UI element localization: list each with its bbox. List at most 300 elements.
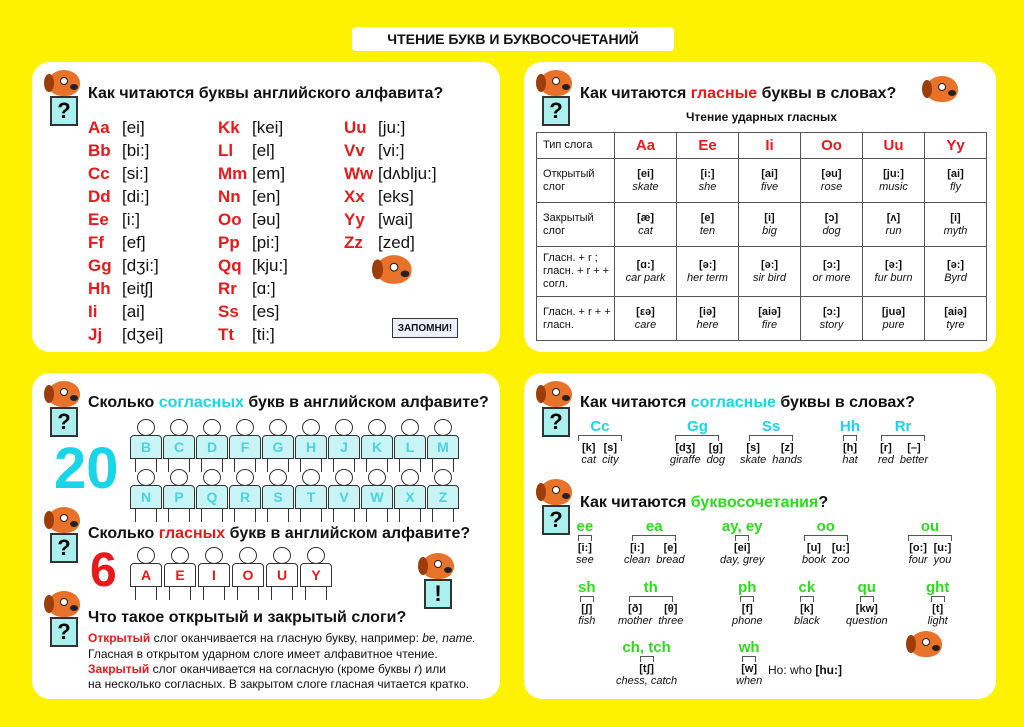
dog-question-icon: ? [42,381,86,439]
remember-sign: ЗАПОМНИ! [392,318,458,338]
letter-group [578,418,622,466]
kid-letter: J [328,435,360,459]
alphabet-transcription: [eitʃ] [122,279,154,298]
group-letters: qu [857,579,876,596]
group-bracket [675,435,719,441]
item-transcription: [kw] [855,603,878,615]
cell-example: run [885,224,902,237]
table-cell [801,159,863,203]
kid-head [401,469,419,486]
alphabet-letter: Cc [88,164,110,183]
alphabet-row [88,208,140,231]
dog-pointer-icon [904,631,948,689]
kid-head [368,469,386,486]
group-letters: ay, ey [721,518,763,535]
group-items [616,663,677,687]
alphabet-letter: Ff [88,233,105,252]
dog-question-icon: ? [42,591,86,649]
kid-head [170,419,188,436]
item-transcription: [u:] [831,542,850,554]
kid-letter: P [163,485,195,509]
letter-kid [361,469,393,523]
kid-letter: O [232,563,264,587]
letter-kid [328,469,360,523]
group-item [842,442,857,466]
group-bracket [881,435,925,441]
kid-letter: G [262,435,294,459]
kid-legs [305,587,327,600]
letter-group [846,579,888,627]
alphabet-letter: Tt [218,325,235,344]
kid-letter: Z [427,485,459,509]
table-cell [925,203,987,247]
table-cell [925,297,987,341]
kid-letter: V [328,485,360,509]
item-transcription: [z] [780,442,794,454]
item-example: see [576,554,594,566]
alphabet-row [88,231,146,254]
cell-example: skate [632,180,659,193]
item-transcription: [ʃ] [581,603,593,615]
cell-transcription: [ə:] [760,258,779,271]
alphabet-transcription: [wai] [378,210,413,229]
cell-transcription: [aiə] [758,305,781,318]
kid-letter: I [198,563,230,587]
group-item [581,442,596,466]
alphabet-letter: Jj [88,325,103,344]
table-cell [863,203,925,247]
alphabet-letter: Ll [218,141,234,160]
alphabet-row [218,277,276,300]
cell-example: music [879,180,908,193]
alphabet-transcription: [ɑ:] [252,279,276,298]
kid-legs [267,509,289,522]
kid-head [302,469,320,486]
alphabet-row [218,162,285,185]
kid-head [401,419,419,436]
item-example: bread [656,554,685,566]
closed-syllable-text: Закрытый слог оканчивается на согласную (кроме буквы r) или [88,662,446,676]
alphabet-row [218,185,280,208]
table-cell [925,247,987,297]
alphabet-letter: Ss [218,302,239,321]
kid-letter: Q [196,485,228,509]
item-transcription: [tʃ] [639,663,654,675]
cell-example: care [634,318,657,331]
table-header-cell: Ii [739,133,801,159]
group-letters: ch, tch [622,639,671,656]
kid-head [273,547,291,564]
kid-letter: N [130,485,162,509]
kid-head [269,469,287,486]
alphabet-transcription: [ef] [122,233,146,252]
group-letters: ph [738,579,757,596]
group-bracket [578,535,592,541]
letter-kid [266,547,298,601]
table-cell [677,247,739,297]
table-row [537,159,987,203]
alphabet-row [88,300,145,323]
group-bracket [908,535,952,541]
item-transcription: [t] [932,603,944,615]
letter-kid [130,547,162,601]
kid-letter: K [361,435,393,459]
dog-question-icon: ? [534,381,578,439]
alphabet-transcription: [zed] [378,233,415,252]
group-bracket [578,435,622,441]
item-example: fish [578,615,596,627]
alphabet-row [218,323,275,346]
item-example: skate [740,454,767,466]
item-transcription: [dʒ] [675,442,696,454]
group-item [802,542,826,566]
item-example: phone [732,615,763,627]
group-letters: oo [816,518,835,535]
kid-head [236,419,254,436]
item-example: black [794,615,820,627]
letter-kid [229,469,261,523]
group-items [908,542,952,566]
cell-example: myth [943,224,968,237]
letter-group [670,418,725,466]
group-bracket [800,596,814,602]
item-transcription: [u] [806,542,821,554]
kid-letter: S [262,485,294,509]
group-items [846,603,888,627]
alphabet-transcription: [ju:] [378,118,406,137]
vowels-reading-panel [524,62,996,352]
kid-head [137,547,155,564]
dog-exclaim-icon: ! [416,553,460,611]
kid-letter: F [229,435,261,459]
alphabet-transcription: [en] [252,187,281,206]
group-item [656,542,684,566]
cell-transcription: [ɔ:] [822,258,841,271]
letter-kid [232,547,264,601]
kid-legs [399,509,421,522]
kid-letter: M [427,435,459,459]
group-bracket [742,656,756,662]
table-header-cell: Uu [863,133,925,159]
group-item [934,542,952,566]
dog-question-icon: ? [534,70,578,128]
page-title: ЧТЕНИЕ БУКВ И БУКВОСОЧЕТАНИЙ [352,27,674,51]
group-items [670,442,725,466]
item-example: cat [581,454,597,466]
kid-letter: L [394,435,426,459]
group-item [602,442,619,466]
table-cell [801,297,863,341]
group-letters: ee [576,518,594,535]
kid-legs [432,509,454,522]
item-transcription: [k] [582,442,596,454]
letter-kid [130,469,162,523]
alphabet-letter: Yy [344,210,365,229]
letter-kid [328,419,360,473]
group-item [578,603,595,627]
consonant-count: 20 [54,436,119,501]
alphabet-row [218,300,279,323]
alphabet-letter: Mm [218,164,248,183]
kid-head [203,469,221,486]
alphabet-transcription: [dʌblju:] [378,164,437,183]
closed-syllable-text-2: на несколько согласных. В закрытом слоге гласная читается кратко. [88,677,470,691]
item-example: giraffe [670,454,701,466]
alphabet-transcription: [əu] [252,210,281,229]
kid-letter: A [130,563,162,587]
group-item [732,603,763,627]
item-example: clean [624,554,651,566]
kid-head [302,419,320,436]
group-items [878,442,928,466]
alphabet-transcription: [es] [252,302,280,321]
item-example: mother [618,615,653,627]
alphabet-transcription: [bi:] [122,141,150,160]
group-letters: Ss [761,418,781,435]
letter-kid [262,469,294,523]
group-items [926,603,949,627]
syllable-type-cell: Закрытый слог [537,203,615,247]
letter-kid [300,547,332,601]
kid-letter: T [295,485,327,509]
group-item [878,442,894,466]
kid-head [137,469,155,486]
alphabet-transcription: [el] [252,141,275,160]
letter-kid [196,469,228,523]
table-cell [615,159,677,203]
group-items [732,603,763,627]
item-transcription: [r] [880,442,892,454]
alphabet-row [88,116,145,139]
alphabet-letter: Qq [218,256,242,275]
kid-head [137,419,155,436]
alphabet-letter: Aa [88,118,110,137]
kid-head [170,469,188,486]
cell-transcription: [juə] [881,305,906,318]
cell-transcription: [i:] [700,167,715,180]
alphabet-panel [32,62,500,352]
alphabet-transcription: [ei] [122,118,145,137]
kid-legs [203,587,225,600]
cell-transcription: [εə] [636,305,655,318]
group-bracket [843,435,857,441]
group-bracket [640,656,654,662]
alphabet-letter: Pp [218,233,240,252]
alphabet-transcription: [kei] [252,118,284,137]
group-item [846,603,888,627]
cell-transcription: [aiə] [944,305,967,318]
dog-question-icon: ? [534,479,578,537]
group-bracket [740,596,754,602]
letter-group [740,418,802,466]
group-letters: Rr [894,418,912,435]
table-header-cell: Oo [801,133,863,159]
dog-question-icon: ? [42,70,86,128]
alphabet-transcription: [eks] [378,187,414,206]
item-transcription: [ð] [628,603,643,615]
alphabet-row [88,323,163,346]
consonants-combos-panel [524,373,996,699]
group-bracket [931,596,945,602]
table-cell [615,203,677,247]
cell-transcription: [ɔ] [824,211,839,224]
alphabet-row [218,254,288,277]
syllables-question: Что такое открытый и закрытый слоги? [88,609,407,626]
alphabet-letter: Uu [344,118,367,137]
letter-kid [295,419,327,473]
group-item [794,603,820,627]
item-example: hands [772,454,803,466]
letter-kid [196,419,228,473]
cell-example: or more [812,271,851,284]
alphabet-row [344,162,437,185]
group-letters: Hh [840,418,860,435]
cell-transcription: [ei] [637,167,654,180]
kid-head [171,547,189,564]
alphabet-letter: Zz [344,233,363,252]
wh-note: Но: who [hu:] [768,663,843,677]
alphabet-transcription: [dʒei] [122,325,164,344]
cell-example: ten [699,224,716,237]
kid-legs [300,509,322,522]
cell-transcription: [iə] [699,305,716,318]
kid-letter: C [163,435,195,459]
group-item [909,542,928,566]
alphabet-row [218,139,275,162]
alphabet-row [344,185,414,208]
group-item [618,603,652,627]
syllable-type-cell: Гласн. + r ; гласн. + r + + согл. [537,247,615,297]
alphabet-question: Как читаются буквы английского алфавита? [88,85,444,102]
letter-group [926,579,949,627]
alphabet-row [344,139,404,162]
cell-example: fly [950,180,961,193]
alphabet-row [344,208,413,231]
table-row [537,203,987,247]
group-letters: wh [738,639,760,656]
cell-transcription: [ɑ:] [636,258,655,271]
alphabet-transcription: [vi:] [378,141,405,160]
table-cell [863,247,925,297]
alphabet-row [218,116,283,139]
syllable-type-cell: Открытый слог [537,159,615,203]
alphabet-letter: Oo [218,210,242,229]
open-syllable-text-2: Гласная в открытом ударном слоге имеет алфавитное чтение. [88,647,438,661]
alphabet-row [344,231,415,254]
cell-transcription: [æ] [636,211,655,224]
item-transcription: [i:] [577,542,592,554]
table-cell [801,203,863,247]
table-header-cell: Ee [677,133,739,159]
alphabet-row [344,116,405,139]
letter-kid [394,419,426,473]
item-example: better [899,454,929,466]
letter-group [794,579,820,627]
cell-transcription: [i] [764,211,775,224]
kid-head [434,469,452,486]
combos-question: Как читаются буквосочетания? [580,494,829,511]
kid-legs [201,509,223,522]
letter-group [616,639,677,687]
cell-transcription: [ju:] [883,167,904,180]
vowels-question: Как читаются гласные буквы в словах? [580,85,897,102]
group-items [578,442,622,466]
group-item [720,542,764,566]
group-items [794,603,820,627]
group-item [624,542,650,566]
kid-letter: E [164,563,196,587]
alphabet-transcription: [ai] [122,302,145,321]
table-cell [739,247,801,297]
group-item [772,442,802,466]
alphabet-row [88,254,159,277]
group-items [720,542,764,566]
group-item [832,542,850,566]
cell-example: she [698,180,717,193]
cell-transcription: [əu] [821,167,842,180]
item-example: four [908,554,928,566]
letter-kid [198,547,230,601]
letter-kid [262,419,294,473]
cell-example: sir bird [752,271,786,284]
cell-example: fur burn [874,271,913,284]
item-transcription: [h] [842,442,858,454]
letter-kid [394,469,426,523]
table-header-cell: Тип слога [537,133,615,159]
vowels-table [536,132,987,341]
group-letters: ck [798,579,816,596]
letter-kid [427,469,459,523]
dog-question-icon: ? [42,507,86,565]
letter-kid [229,419,261,473]
vowel-count-question: Сколько гласных букв в английском алфавите? [88,525,471,542]
item-transcription: [–] [907,442,921,454]
letter-group [878,418,928,466]
kid-head [236,469,254,486]
table-cell [615,247,677,297]
cell-example: Byrd [944,271,967,284]
letter-group [802,518,850,566]
alphabet-transcription: [em] [252,164,286,183]
group-letters: ea [645,518,663,535]
group-letters: Cc [590,418,610,435]
alphabet-transcription: [i:] [122,210,140,229]
item-example: chess, catch [616,675,678,687]
kid-legs [234,509,256,522]
group-items [624,542,684,566]
cell-example: dog [822,224,841,237]
item-example: you [933,554,952,566]
consonant-count-question: Сколько согласных букв в английском алфавите? [88,394,489,411]
alphabet-letter: Rr [218,279,237,298]
alphabet-transcription: [di:] [122,187,150,206]
item-example: light [927,615,948,627]
item-transcription: [s] [746,442,760,454]
consonants-question: Как читаются согласные буквы в словах? [580,394,915,411]
group-bracket [580,596,594,602]
cell-transcription: [ai] [947,167,964,180]
letter-group [578,579,596,627]
group-item [736,663,762,687]
kid-legs [168,509,190,522]
alphabet-letter: Ww [344,164,374,183]
kid-letter: W [361,485,393,509]
table-row [537,297,987,341]
group-item [740,442,766,466]
letter-group [736,639,762,687]
item-example: zoo [831,554,850,566]
letter-count-panel [32,373,500,699]
